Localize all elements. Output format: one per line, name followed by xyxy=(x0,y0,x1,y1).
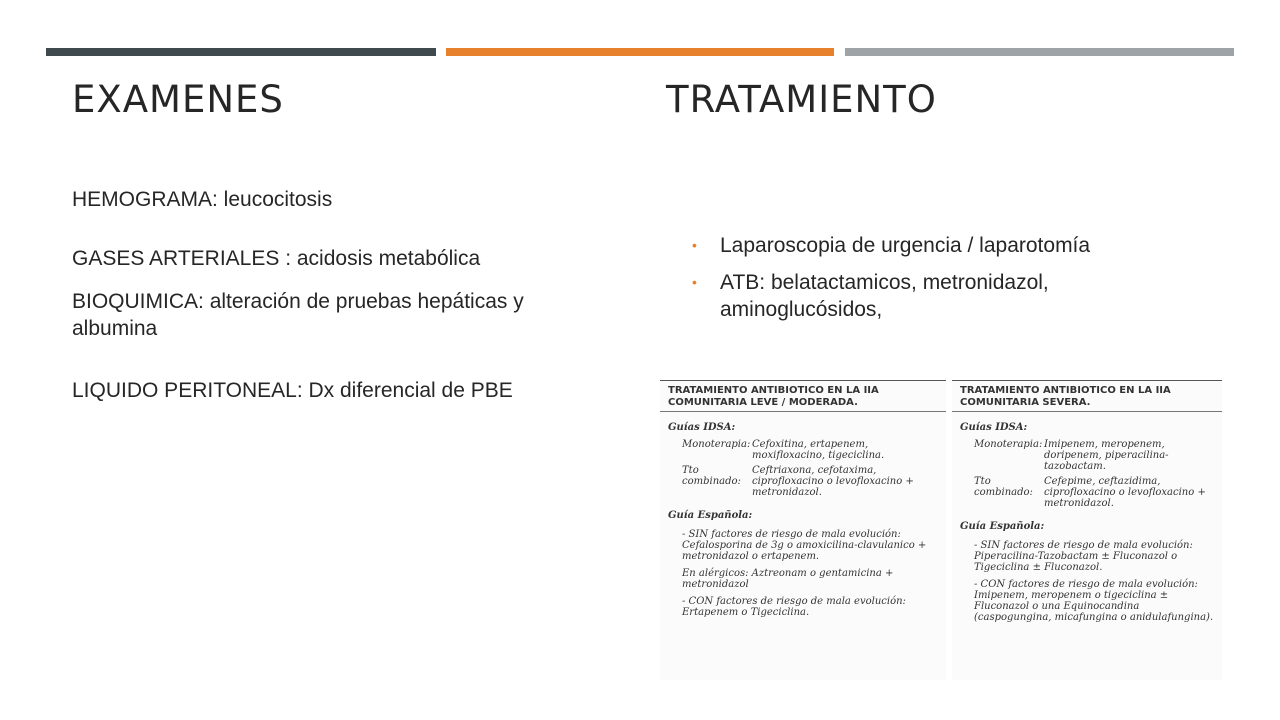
bullet-icon: • xyxy=(692,274,697,290)
list-item: • ATB: belatactamicos, metronidazol, aminoglucósidos, xyxy=(692,271,1049,321)
antibiotic-table-severe xyxy=(952,380,1222,680)
exam-item-bioquimica: BIOQUIMICA: alteración de pruebas hepáticas y albumina xyxy=(72,290,524,340)
heading-tratamiento: TRATAMIENTO xyxy=(666,78,937,121)
antibiotic-table-mild xyxy=(660,380,946,680)
section-espanola: Guía Española: xyxy=(960,521,1045,532)
bullet-icon: • xyxy=(692,237,697,253)
table-row: Tto combinado: Cefepime, ceftazidima, ciprofloxacino o levofloxacino + metronidazol. xyxy=(974,476,1206,509)
heading-examenes: EXAMENES xyxy=(72,78,284,121)
exam-item-gases: GASES ARTERIALES : acidosis metabólica xyxy=(72,247,481,270)
exam-item-hemograma: HEMOGRAMA: leucocitosis xyxy=(72,188,333,211)
table-header: TRATAMIENTO ANTIBIOTICO EN LA IIA COMUNITARIA LEVE / MODERADA. xyxy=(660,381,946,412)
section-idsa: Guías IDSA: xyxy=(668,422,736,433)
paragraph: - SIN factores de riesgo de mala evolución: Piperacilina-Tazobactam ± Fluconazol o Tigeciclina ± Fluconazol. xyxy=(974,540,1193,573)
table-header: TRATAMIENTO ANTIBIOTICO EN LA IIA COMUNITARIA SEVERA. xyxy=(952,381,1222,412)
exam-item-liquido: LIQUIDO PERITONEAL: Dx diferencial de PBE xyxy=(72,379,513,402)
accent-bar-gray xyxy=(845,48,1234,56)
table-row: Monoterapia: Imipenem, meropenem, doripenem, piperacilina-tazobactam. xyxy=(974,439,1169,472)
paragraph: - SIN factores de riesgo de mala evolución: Cefalosporina de 3g o amoxicilina-clavulanico + metronidazol o ertapenem. xyxy=(682,529,927,562)
treatment-list xyxy=(692,232,1192,333)
accent-bar-dark xyxy=(46,48,436,56)
paragraph: - CON factores de riesgo de mala evolución: Ertapenem o Tigeciclina. xyxy=(682,596,906,618)
table-row: Monoterapia: Cefoxitina, ertapenem, moxifloxacino, tigeciclina. xyxy=(682,439,885,461)
section-idsa: Guías IDSA: xyxy=(960,422,1028,433)
table-row: Tto combinado: Ceftriaxona, cefotaxima, ciprofloxacino o levofloxacino + metronidazol. xyxy=(682,465,914,498)
paragraph: En alérgicos: Aztreonam o gentamicina + metronidazol xyxy=(682,568,894,590)
paragraph: - CON factores de riesgo de mala evolución: Imipenem, meropenem o tigeciclina ± Fluconazol o una Equinocandina (caspogungina, micafungina o anidulafungina). xyxy=(974,579,1214,623)
list-item: • Laparoscopia de urgencia / laparotomía xyxy=(692,234,1091,257)
section-espanola: Guía Española: xyxy=(668,510,753,521)
accent-bar-orange xyxy=(446,48,834,56)
